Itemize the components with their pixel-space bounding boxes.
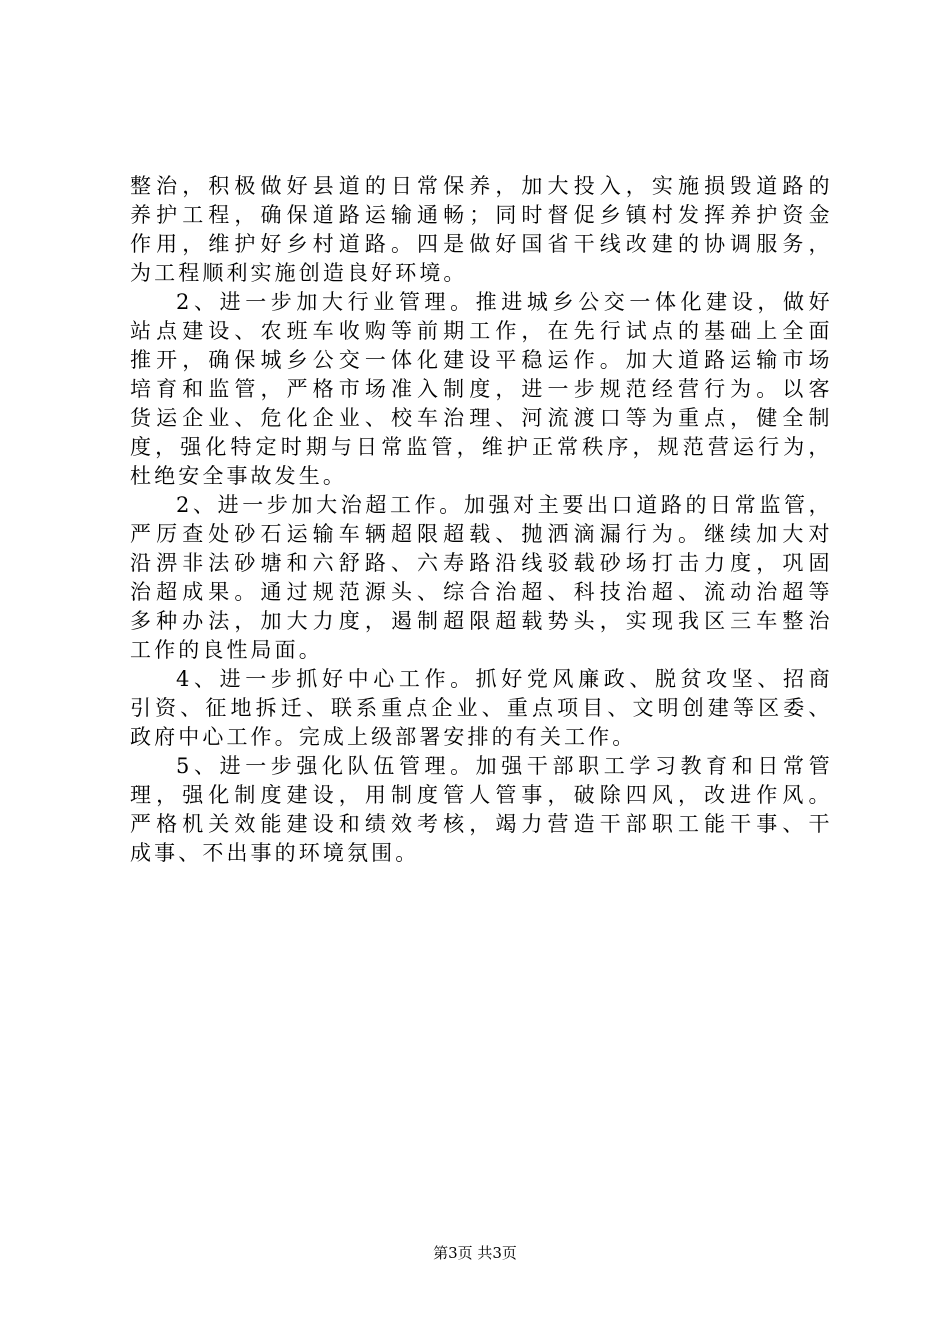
text-line: 站 点 建 设 、 农 班 车 收 购 等 前 期 工 作 ， 在 先 行 试 点 的 基 础 上 全 面 bbox=[130, 319, 830, 343]
text-line: 货 运 企 业 、 危 化 企 业 、 校 车 治 理 、 河 流 渡 口 等 为 重 点 ， 健 全 制 bbox=[130, 406, 830, 430]
text-line: 2 、 进 一 步 加 大 行 业 管 理 。 推 进 城 乡 公 交 一 体 化 建 设 ， 做 好 bbox=[176, 290, 830, 314]
text-line: 4 、 进 一 步 抓 好 中 心 工 作 。 抓 好 党 风 廉 政 、 脱 贫 攻 坚 、 招 商 bbox=[176, 667, 830, 691]
text-line: 工 作 的 良 性 局 面 。 bbox=[130, 638, 321, 662]
body-text bbox=[130, 172, 830, 868]
text-line: 作 用 ， 维 护 好 乡 村 道 路 。 四 是 做 好 国 省 干 线 改 建 的 协 调 服 务 ， bbox=[130, 232, 830, 256]
text-line: 理 ， 强 化 制 度 建 设 ， 用 制 度 管 人 管 事 ， 破 除 四 风 ， 改 进 作 风 。 bbox=[130, 783, 830, 807]
text-line: 引 资 、 征 地 拆 迁 、 联 系 重 点 企 业 、 重 点 项 目 、 文 明 创 建 等 区 委 、 bbox=[130, 696, 830, 720]
text-line: 严 厉 查 处 砂 石 运 输 车 辆 超 限 超 载 、 抛 洒 滴 漏 行 为 。 继 续 加 大 对 bbox=[130, 522, 830, 546]
text-line: 培 育 和 监 管 ， 严 格 市 场 准 入 制 度 ， 进 一 步 规 范 经 营 行 为 。 以 客 bbox=[130, 377, 830, 401]
text-line: 为 工 程 顺 利 实 施 创 造 良 好 环 境 。 bbox=[130, 261, 465, 285]
text-line: 杜 绝 安 全 事 故 发 生 。 bbox=[130, 464, 345, 488]
text-line: 政 府 中 心 工 作 。 完 成 上 级 部 署 安 排 的 有 关 工 作 。 bbox=[130, 725, 634, 749]
text-line: 5 、 进 一 步 强 化 队 伍 管 理 。 加 强 干 部 职 工 学 习 教 育 和 日 常 管 bbox=[176, 754, 830, 778]
text-line: 成 事 、 不 出 事 的 环 境 氛 围 。 bbox=[130, 841, 417, 865]
page-footer: 第3页 共3页 bbox=[433, 1244, 517, 1262]
text-line: 推 开 ， 确 保 城 乡 公 交 一 体 化 建 设 平 稳 运 作 。 加 大 道 路 运 输 市 场 bbox=[130, 348, 830, 372]
text-line: 沿 淠 非 法 砂 塘 和 六 舒 路 、 六 寿 路 沿 线 驳 载 砂 场 打 击 力 度 ， 巩 固 bbox=[130, 551, 830, 575]
text-line: 整 治 ， 积 极 做 好 县 道 的 日 常 保 养 ， 加 大 投 入 ， 实 施 损 毁 道 路 的 bbox=[130, 174, 830, 198]
text-line: 严 格 机 关 效 能 建 设 和 绩 效 考 核 ， 竭 力 营 造 干 部 职 工 能 干 事 、 干 bbox=[130, 812, 830, 836]
text-line: 2 、 进 一 步 加 大 治 超 工 作 。 加 强 对 主 要 出 口 道 路 的 日 常 监 管 ， bbox=[176, 493, 830, 517]
text-line: 治 超 成 果 。 通 过 规 范 源 头 、 综 合 治 超 、 科 技 治 超 、 流 动 治 超 等 bbox=[130, 580, 830, 604]
text-line: 度 ， 强 化 特 定 时 期 与 日 常 监 管 ， 维 护 正 常 秩 序 ， 规 范 营 运 行 为 ， bbox=[130, 435, 830, 459]
text-line: 养 护 工 程 ， 确 保 道 路 运 输 通 畅 ； 同 时 督 促 乡 镇 村 发 挥 养 护 资 金 bbox=[130, 203, 830, 227]
text-line: 多 种 办 法 ， 加 大 力 度 ， 遏 制 超 限 超 载 势 头 ， 实 现 我 区 三 车 整 治 bbox=[130, 609, 830, 633]
